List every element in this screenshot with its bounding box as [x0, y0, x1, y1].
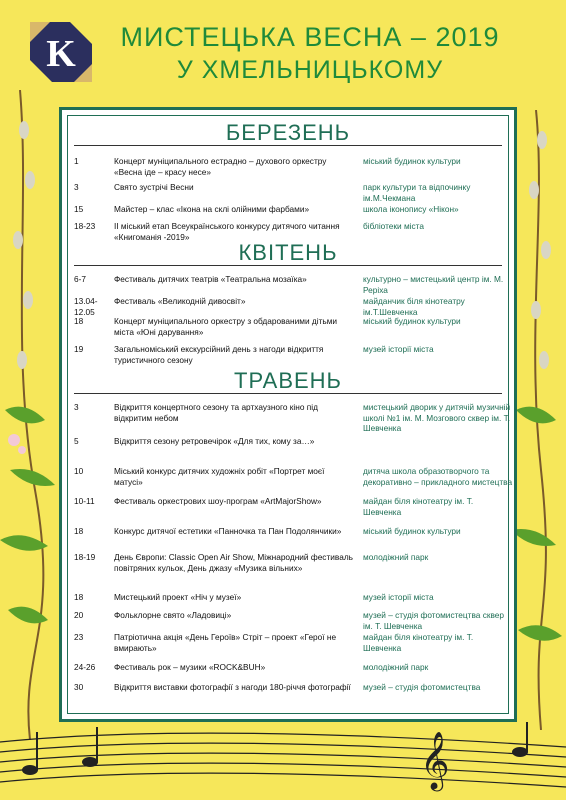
music-staff-decoration — [0, 722, 566, 800]
event-place: майдан біля кінотеатру ім. Т. Шевченка — [363, 496, 474, 517]
event-date: 13.04-12.05 — [74, 296, 98, 317]
event-place: молодіжний парк — [363, 552, 429, 562]
event-title: ІІ міський етап Всеукраїнського конкурсу дитячого читання «Книгоманія -2019» — [114, 221, 340, 242]
month-name: БЕРЕЗЕНЬ — [225, 120, 351, 145]
event-title: Відкриття сезону ретровечірок «Для тих, кому за…» — [114, 436, 315, 446]
event-date: 18 — [74, 316, 84, 326]
event-date: 19 — [74, 344, 84, 354]
event-place: дитяча школа образотворчого та декоративно – прикладного мистецтва — [363, 466, 513, 487]
event-place: міський будинок культури — [363, 526, 461, 536]
music-note-icon — [22, 722, 528, 775]
event-place: музей – студія фотомистецтва — [363, 682, 481, 692]
event-place: міський будинок культури — [363, 156, 461, 166]
event-place: музей – студія фотомистецтва сквер ім. Т. Шевченка — [363, 610, 505, 631]
event-date: 10-11 — [74, 496, 95, 506]
month-header-march — [68, 122, 508, 146]
events-panel-inner — [67, 115, 513, 714]
page-title-line1: МИСТЕЦЬКА ВЕСНА – 2019 — [120, 22, 500, 52]
event-place: парк культури та відпочинку ім.М.Чекмана — [363, 182, 471, 203]
event-title: Фестиваль рок – музики «ROCK&BUH» — [114, 662, 266, 672]
event-place: музей історії міста — [363, 592, 434, 602]
event-date: 23 — [74, 632, 84, 642]
event-place: молодіжний парк — [363, 662, 429, 672]
event-date: 30 — [74, 682, 84, 692]
event-title: Патріотична акція «День Героїв» Стріт – проект «Герої не вмирають» — [114, 632, 337, 653]
event-title: Конкурс дитячої естетики «Панночка та Пан Подолянчики» — [114, 526, 342, 536]
event-date: 18 — [74, 592, 84, 602]
month-name: ТРАВЕНЬ — [234, 368, 342, 393]
event-place: міський будинок культури — [363, 316, 461, 326]
event-title: Фестиваль оркестрових шоу-програм «ArtMajorShow» — [114, 496, 322, 506]
event-place: школа іконопису «Нікон» — [363, 204, 459, 214]
event-date: 18-23 — [74, 221, 96, 231]
event-title: Фестиваль дитячих театрів «Театральна мозаїка» — [114, 274, 307, 284]
event-title: Майстер – клас «Ікона на склі олійними фарбами» — [114, 204, 310, 214]
event-date: 15 — [74, 204, 84, 214]
page-title-line2: У ХМЕЛЬНИЦЬКОМУ — [176, 56, 444, 84]
event-date: 18-19 — [74, 552, 96, 562]
event-place: бібліотеки міста — [363, 221, 424, 231]
event-date: 3 — [74, 182, 79, 192]
event-title: Відкриття виставки фотографії з нагоди 180-річчя фотографії — [114, 682, 351, 692]
event-title: Відкриття концертного сезону та артхаузного кіно під відкритим небом — [114, 402, 318, 423]
event-date: 10 — [74, 466, 84, 476]
event-place: музей історії міста — [363, 344, 434, 354]
event-place: мистецький дворик у дитячій музичній школі №1 ім. М. Мозгового сквер ім. Т. Шевченка — [363, 402, 511, 433]
event-date: 24-26 — [74, 662, 96, 672]
event-title: Міський конкурс дитячих художніх робіт «Портрет моєї матусі» — [114, 466, 325, 487]
event-title: Загальноміський екскурсійний день з нагоди відкриття туристичного сезону — [114, 344, 324, 365]
logo-icon — [30, 22, 92, 82]
event-date: 1 — [74, 156, 79, 166]
treble-clef-icon: 𝄞 — [420, 731, 450, 789]
event-date: 18 — [74, 526, 84, 536]
logo-letter: K — [46, 33, 76, 75]
event-date: 3 — [74, 402, 79, 412]
event-title: Свято зустрічі Весни — [114, 182, 194, 192]
event-title: Мистецький проект «Ніч у музеї» — [114, 592, 242, 602]
event-place: майдан біля кінотеатру ім. Т. Шевченка — [363, 632, 474, 653]
month-name: КВІТЕНЬ — [238, 240, 338, 265]
event-date: 6-7 — [74, 274, 86, 284]
event-place: культурно – мистецький центр ім. М. Реріха — [363, 274, 504, 295]
event-date: 20 — [74, 610, 84, 620]
events-panel — [59, 107, 517, 722]
event-date: 5 — [74, 436, 79, 446]
event-title: Фестиваль «Великодній дивосвіт» — [114, 296, 246, 306]
event-title: Фольклорне свято «Ладовиці» — [114, 610, 232, 620]
event-place: майданчик біля кінотеатру ім.Т.Шевченка — [363, 296, 465, 317]
event-title: День Європи: Classic Open Air Show, Міжнародний фестиваль повітряних кульок, День джазу «Музика вільних» — [114, 552, 353, 573]
month-header-may — [68, 370, 508, 394]
event-title: Концерт муніципального естрадно – духового оркестру «Весна іде – красу несе» — [114, 156, 327, 177]
event-title: Концерт муніципального оркестру з обдарованими дітьми міста «Юні дарування» — [114, 316, 338, 337]
month-header-april — [68, 242, 508, 266]
